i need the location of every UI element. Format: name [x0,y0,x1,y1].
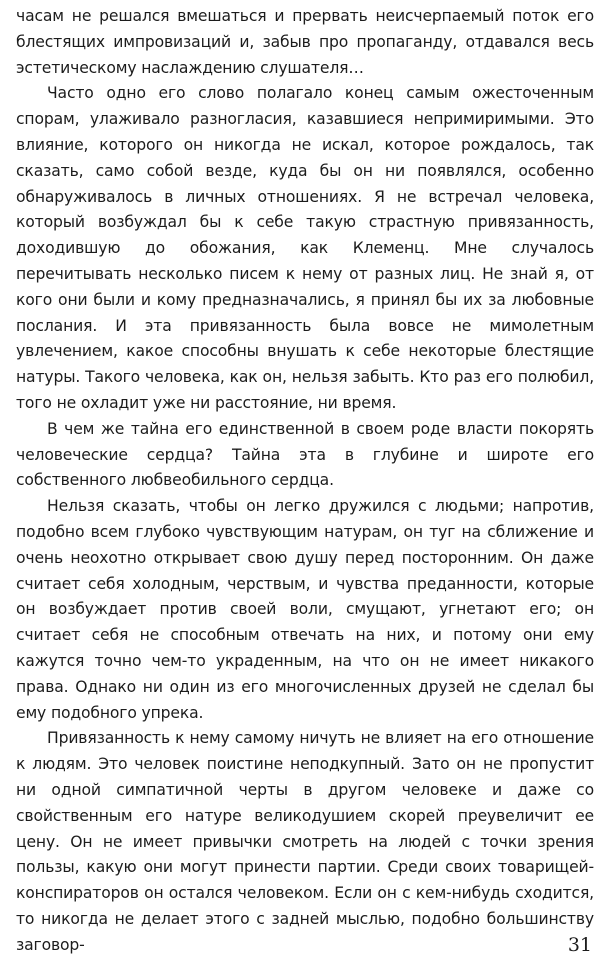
paragraph-4: Нельзя сказать, чтобы он легко дружился с людьми; напротив, подобно всем глубоко чувствующим натурам, он туг на сближение и очень неохотно открывает свою душу перед посторонним. Он даже считает себя холодным, черствым, и чувства преданности, которые он возбуждает против своей воли, смущают, угнетают его; он считает себя не способным отвечать на них, и потому они ему кажутся точно чем-то украденным, на что он не имеет никакого права. Однако ни один из его многочисленных друзей не сделал бы ему подобного упрека. [16,497,594,722]
paragraph-5: Привязанность к нему самому ничуть не влияет на его отношение к людям. Это человек поистине неподкупный. Зато он не пропустит ни одной симпатичной черты в другом человеке и даже со свойственным его натуре великодушием скорей преувеличит ее цену. Он не имеет привычки смотреть на людей с точки зрения пользы, какую они могут принести партии. Среди своих товарищей-конспираторов он остался человеком. Если он с кем-нибудь сходится, то никогда не делает этого с задней мыслью, подобно большинству заговор- [16,729,594,954]
paragraph-3: В чем же тайна его единственной в своем роде власти покорять человеческие сердца? Тайна эта в глубине и широте его собственного любвеобильного сердца. [16,419,594,490]
page-body [16,4,594,958]
page-number: 31 [567,934,592,956]
paragraph-1: часам не решался вмешаться и прервать неисчерпаемый поток его блестящих импровизаций и, забыв про пропаганду, отдавался весь эстетическому наслаждению слушателя… [16,7,594,77]
paragraph-2: Часто одно его слово полагало конец самым ожесточенным спорам, улаживало разногласия, казавшиеся непримиримыми. Это влияние, которого он никогда не искал, которое рождалось, так сказать, само собой везде, куда бы он ни появлялся, особенно обнаруживалось в личных отношениях. Я не встречал человека, который возбуждал бы к себе такую страстную привязанность, доходившую до обожания, как Клеменц. Мне случалось перечитывать несколько писем к нему от разных лиц. Не знай я, от кого они были и кому предназначались, я принял бы их за любовные послания. И эта привязанность была вовсе не мимолетным увлечением, какое способны внушать к себе некоторые блестящие натуры. Такого человека, как он, нельзя забыть. Кто раз его полюбил, того не охладит уже ни расстояние, ни время. [16,84,594,412]
